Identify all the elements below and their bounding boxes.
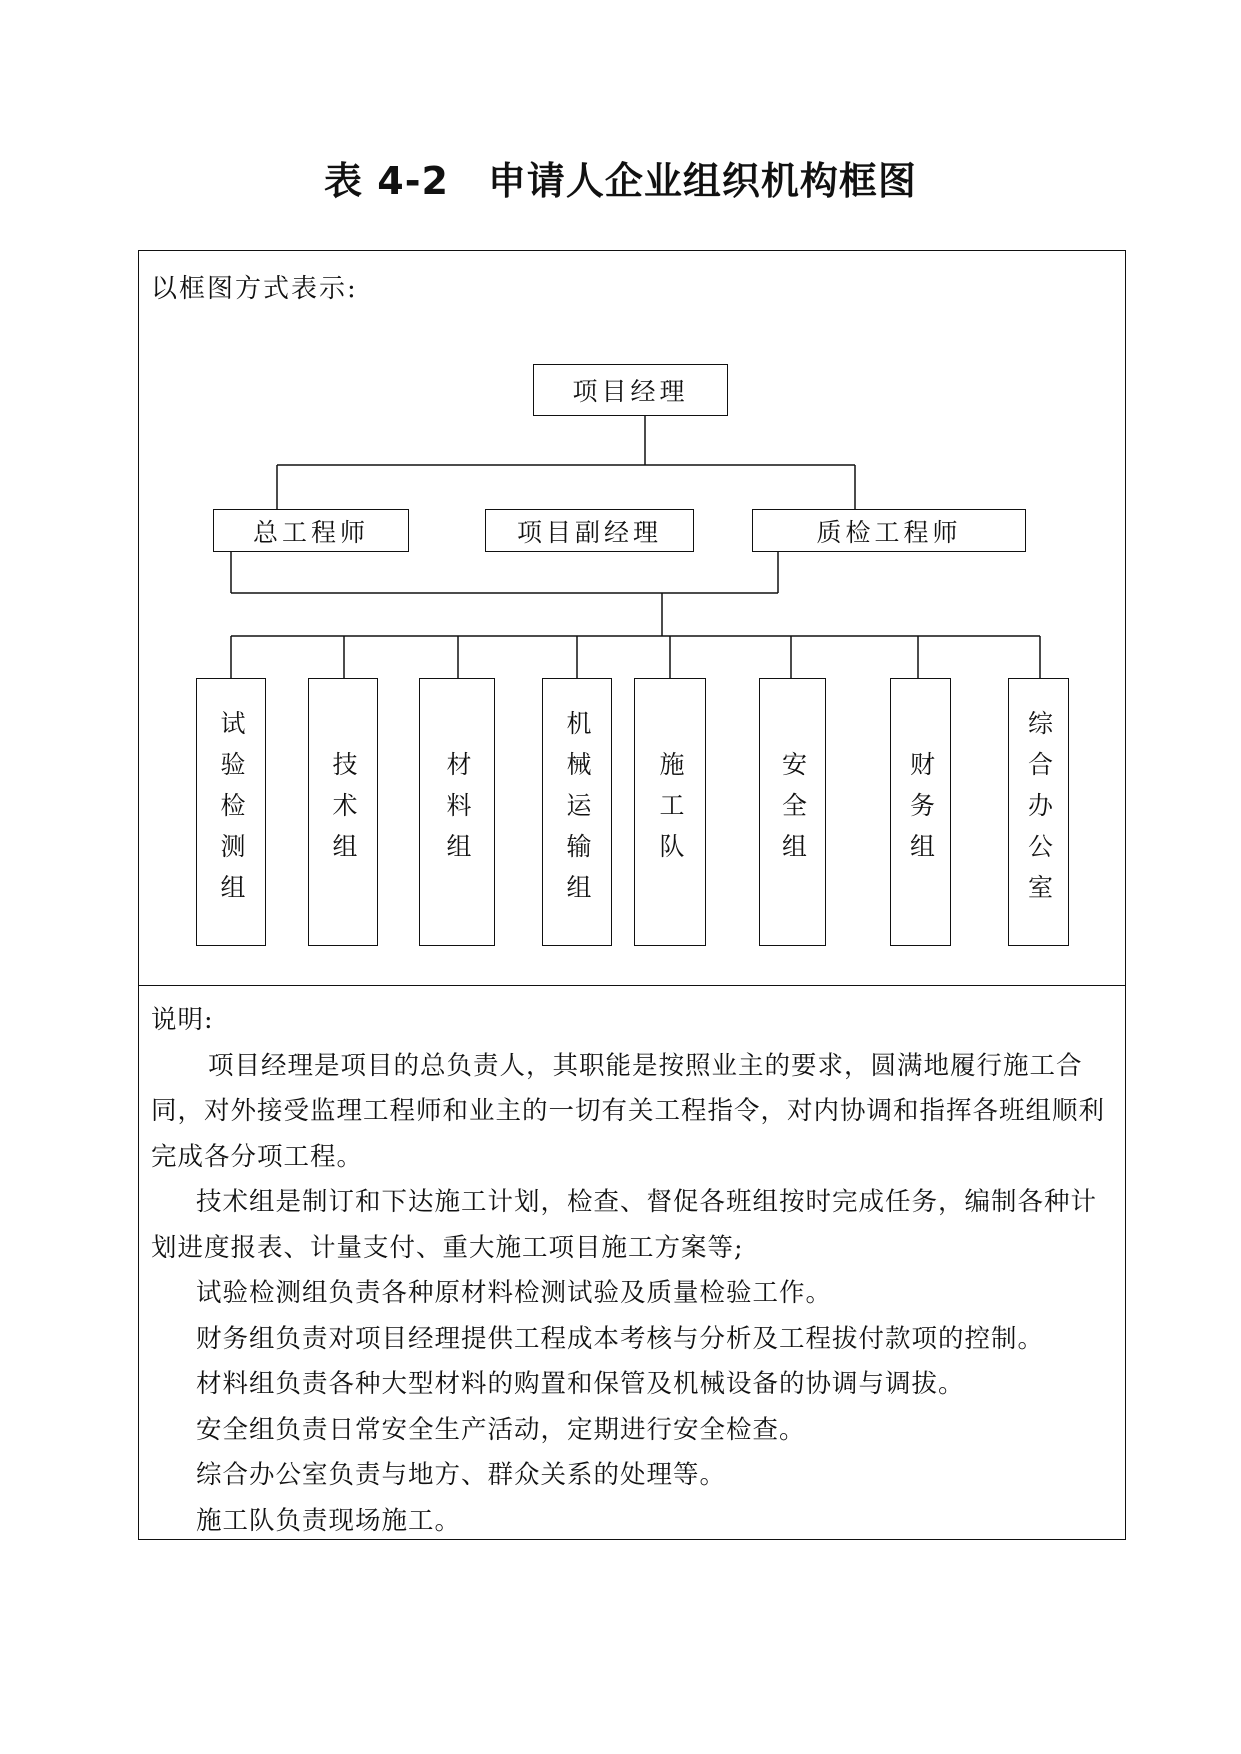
- org-group-technical: 技术组: [308, 678, 378, 946]
- org-group-construction-team: 施工队: [634, 678, 706, 946]
- org-node-project-manager: 项目经理: [533, 364, 728, 416]
- note-paragraph: 项目经理是项目的总负责人，其职能是按照业主的要求，圆满地履行施工合同，对外接受监理工程师和业主的一切有关工程指令，对内协调和指挥各班组顺利完成各分项工程。: [151, 1050, 1106, 1172]
- org-node-qc-engineer: 质检工程师: [752, 509, 1026, 552]
- org-group-finance: 财务组: [890, 678, 951, 946]
- org-group-materials: 材料组: [419, 678, 495, 946]
- note-paragraph: 技术组是制订和下达施工计划，检查、督促各班组按时完成任务，编制各种计划进度报表、计量支付、重大施工项目施工方案等;: [151, 1187, 1098, 1263]
- org-node-deputy-manager: 项目副经理: [485, 509, 694, 552]
- notes-heading: 说明:: [151, 1005, 214, 1035]
- note-paragraph: 财务组负责对项目经理提供工程成本考核与分析及工程拔付款项的控制。: [196, 1323, 1045, 1354]
- org-group-general-office: 综合办公室: [1008, 678, 1069, 946]
- note-paragraph: 综合办公室负责与地方、群众关系的处理等。: [196, 1460, 727, 1490]
- note-paragraph: 材料组负责各种大型材料的购置和保管及机械设备的协调与调拔。: [196, 1369, 965, 1399]
- org-group-machinery-transport: 机械运输组: [542, 678, 612, 946]
- notes-section: [151, 998, 1117, 1544]
- org-group-testing: 试验检测组: [196, 678, 266, 946]
- page-title: 表 4-2 申请人企业组织机构框图: [324, 159, 917, 203]
- note-paragraph: 安全组负责日常安全生产活动，定期进行安全检查。: [196, 1414, 806, 1445]
- note-paragraph: 施工队负责现场施工。: [196, 1505, 462, 1536]
- org-node-chief-engineer: 总工程师: [213, 509, 409, 552]
- diagram-intro: 以框图方式表示:: [151, 274, 358, 304]
- note-paragraph: 试验检测组负责各种原材料检测试验及质量检验工作。: [196, 1278, 833, 1308]
- org-group-safety: 安全组: [759, 678, 826, 946]
